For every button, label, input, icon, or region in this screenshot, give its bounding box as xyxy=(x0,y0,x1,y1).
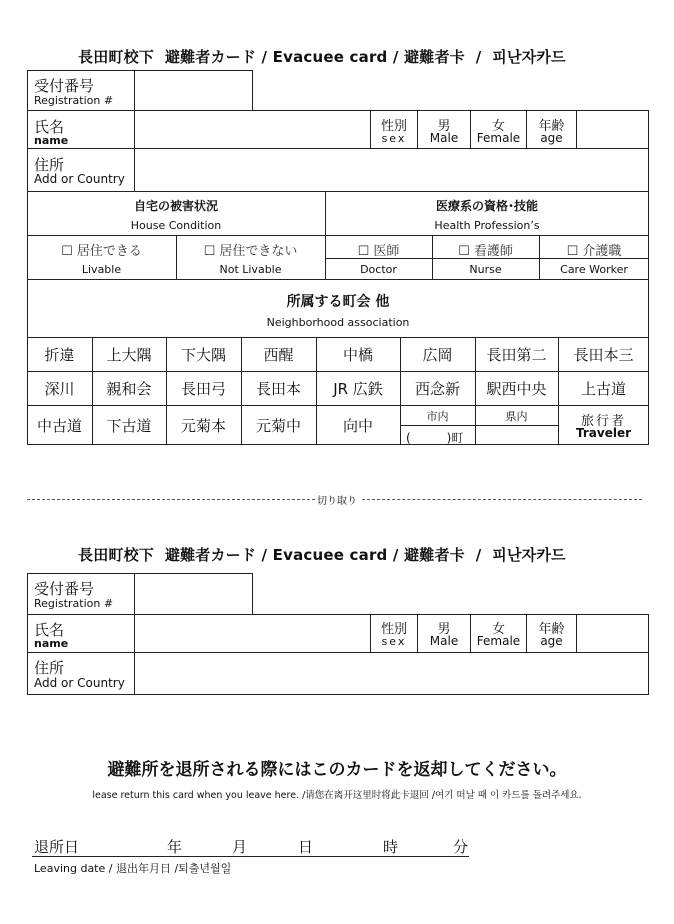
leaving-date-multilingual: Leaving date / 退出年月日 /퇴출년월일 xyxy=(34,862,232,875)
name-field-stub[interactable] xyxy=(136,616,368,650)
male-option[interactable]: 男 xyxy=(437,622,451,637)
female-option-en: Female xyxy=(476,634,521,648)
leaving-hour-unit: 時 xyxy=(383,838,399,856)
health-heading-en: Health Profession’s xyxy=(434,219,540,232)
leaving-date-field[interactable] xyxy=(92,835,468,855)
name-field[interactable] xyxy=(136,112,368,146)
town-cell[interactable]: 中古道 xyxy=(36,417,82,435)
livable-label-en: Livable xyxy=(81,263,122,276)
town-cell[interactable]: 深川 xyxy=(44,380,75,398)
address-label: 住所 xyxy=(34,156,65,174)
cut-line-right xyxy=(362,499,642,500)
female-option[interactable]: 女 xyxy=(491,119,505,134)
leaving-year-unit: 年 xyxy=(167,838,183,856)
care-worker-label-en: Care Worker xyxy=(560,263,628,276)
town-cell[interactable]: 長田本三 xyxy=(573,346,634,364)
cut-line-left xyxy=(27,499,315,500)
traveler-label-en: Traveler xyxy=(575,426,631,440)
leaving-date-label: 退所日 xyxy=(34,838,80,856)
town-cell[interactable]: 下大隅 xyxy=(180,346,226,364)
town-cell[interactable]: JR 広鉄 xyxy=(333,380,383,398)
leaving-month-unit: 月 xyxy=(232,838,248,856)
health-heading: 医療系の資格･技能 xyxy=(435,199,538,213)
name-label-en: name xyxy=(34,637,69,650)
house-condition-heading-en: House Condition xyxy=(130,219,222,232)
care-worker-checkbox[interactable]: ☐ 介護職 xyxy=(566,244,622,259)
leaving-day-unit: 日 xyxy=(298,838,314,856)
age-label-en: age xyxy=(540,131,563,145)
prefecture-in-label[interactable]: 県内 xyxy=(505,410,528,423)
address-label-en: Add or Country xyxy=(34,676,125,690)
address-field[interactable] xyxy=(136,150,646,189)
town-cell[interactable]: 西念新 xyxy=(414,380,460,398)
town-cell[interactable]: 元菊本 xyxy=(180,417,226,435)
age-label: 年齢 xyxy=(538,119,565,134)
town-cell[interactable]: 親和会 xyxy=(106,380,152,398)
traveler-option[interactable]: 旅行者 xyxy=(580,414,626,429)
cut-label: 切り取り xyxy=(317,496,357,507)
not-livable-checkbox[interactable]: ☐ 居住できない xyxy=(203,244,298,259)
town-cell[interactable]: 向中 xyxy=(342,417,373,435)
sex-label-en: sex xyxy=(381,132,407,145)
town-cell[interactable]: 西醒 xyxy=(263,346,294,364)
livable-checkbox[interactable]: ☐ 居住できる xyxy=(61,244,142,259)
female-option[interactable]: 女 xyxy=(491,622,505,637)
association-heading-en: Neighborhood association xyxy=(266,316,410,329)
male-option-en: Male xyxy=(429,634,459,648)
registration-label-en: Registration # xyxy=(34,597,114,610)
town-cell[interactable]: 折違 xyxy=(44,346,75,364)
female-option-en: Female xyxy=(476,131,521,145)
nurse-label-en: Nurse xyxy=(469,263,502,276)
town-cell[interactable]: 中橋 xyxy=(342,346,373,364)
town-cell[interactable]: 上古道 xyxy=(580,380,626,398)
age-label: 年齢 xyxy=(538,622,565,637)
card-title: 長田町校下 避難者カード / Evacuee card / 避難者卡 / 피난자카드 xyxy=(78,48,566,66)
age-field[interactable] xyxy=(578,112,647,146)
leaving-minute-unit: 分 xyxy=(453,838,469,856)
prefecture-field[interactable] xyxy=(476,426,557,444)
return-notice: 避難所を退所される際にはこのカードを返却してください。 xyxy=(107,760,567,780)
town-cell[interactable]: 下古道 xyxy=(106,417,152,435)
sex-label: 性別 xyxy=(380,622,407,637)
age-label-en: age xyxy=(540,634,563,648)
town-cell[interactable]: 広岡 xyxy=(422,346,453,364)
name-label: 氏名 xyxy=(34,118,65,136)
address-field-stub[interactable] xyxy=(136,654,646,693)
nurse-checkbox[interactable]: ☐ 看護師 xyxy=(458,244,513,259)
leaving-date-underline xyxy=(32,856,469,857)
town-cell[interactable]: 長田本 xyxy=(255,380,301,398)
house-condition-heading: 自宅の被害状況 xyxy=(133,199,218,213)
city-in-label[interactable]: 市内 xyxy=(426,410,449,423)
sex-label-en: sex xyxy=(381,635,407,648)
registration-field[interactable] xyxy=(135,71,251,109)
town-cell[interactable]: 長田第二 xyxy=(486,346,547,364)
town-cell[interactable]: 駅西中央 xyxy=(486,380,547,398)
registration-field-stub[interactable] xyxy=(135,574,251,613)
town-cell[interactable]: 長田弓 xyxy=(180,380,226,398)
town-cell[interactable]: 元菊中 xyxy=(255,417,301,435)
doctor-label-en: Doctor xyxy=(360,263,397,276)
name-label: 氏名 xyxy=(34,621,65,639)
age-field-stub[interactable] xyxy=(578,616,647,650)
name-label-en: name xyxy=(34,134,69,147)
city-town-field[interactable]: ( )町 xyxy=(406,431,464,445)
card-title-stub: 長田町校下 避難者カード / Evacuee card / 避難者卡 / 피난자카드 xyxy=(78,546,566,564)
address-label-en: Add or Country xyxy=(34,172,125,186)
address-label: 住所 xyxy=(34,659,65,677)
association-heading: 所属する町会 他 xyxy=(286,294,390,310)
town-cell[interactable]: 上大隅 xyxy=(106,346,152,364)
not-livable-label-en: Not Livable xyxy=(219,263,282,276)
male-option[interactable]: 男 xyxy=(437,119,451,134)
registration-label: 受付番号 xyxy=(34,580,95,598)
return-notice-multilingual: lease return this card when you leave here. /请您在离开这里时将此卡退回 /여기 떠날 때 이 카드를 돌려주세요. xyxy=(92,790,582,801)
sex-label: 性別 xyxy=(380,119,407,134)
doctor-checkbox[interactable]: ☐ 医師 xyxy=(357,244,400,259)
registration-label-en: Registration # xyxy=(34,94,114,107)
registration-label: 受付番号 xyxy=(34,77,95,95)
male-option-en: Male xyxy=(429,131,459,145)
